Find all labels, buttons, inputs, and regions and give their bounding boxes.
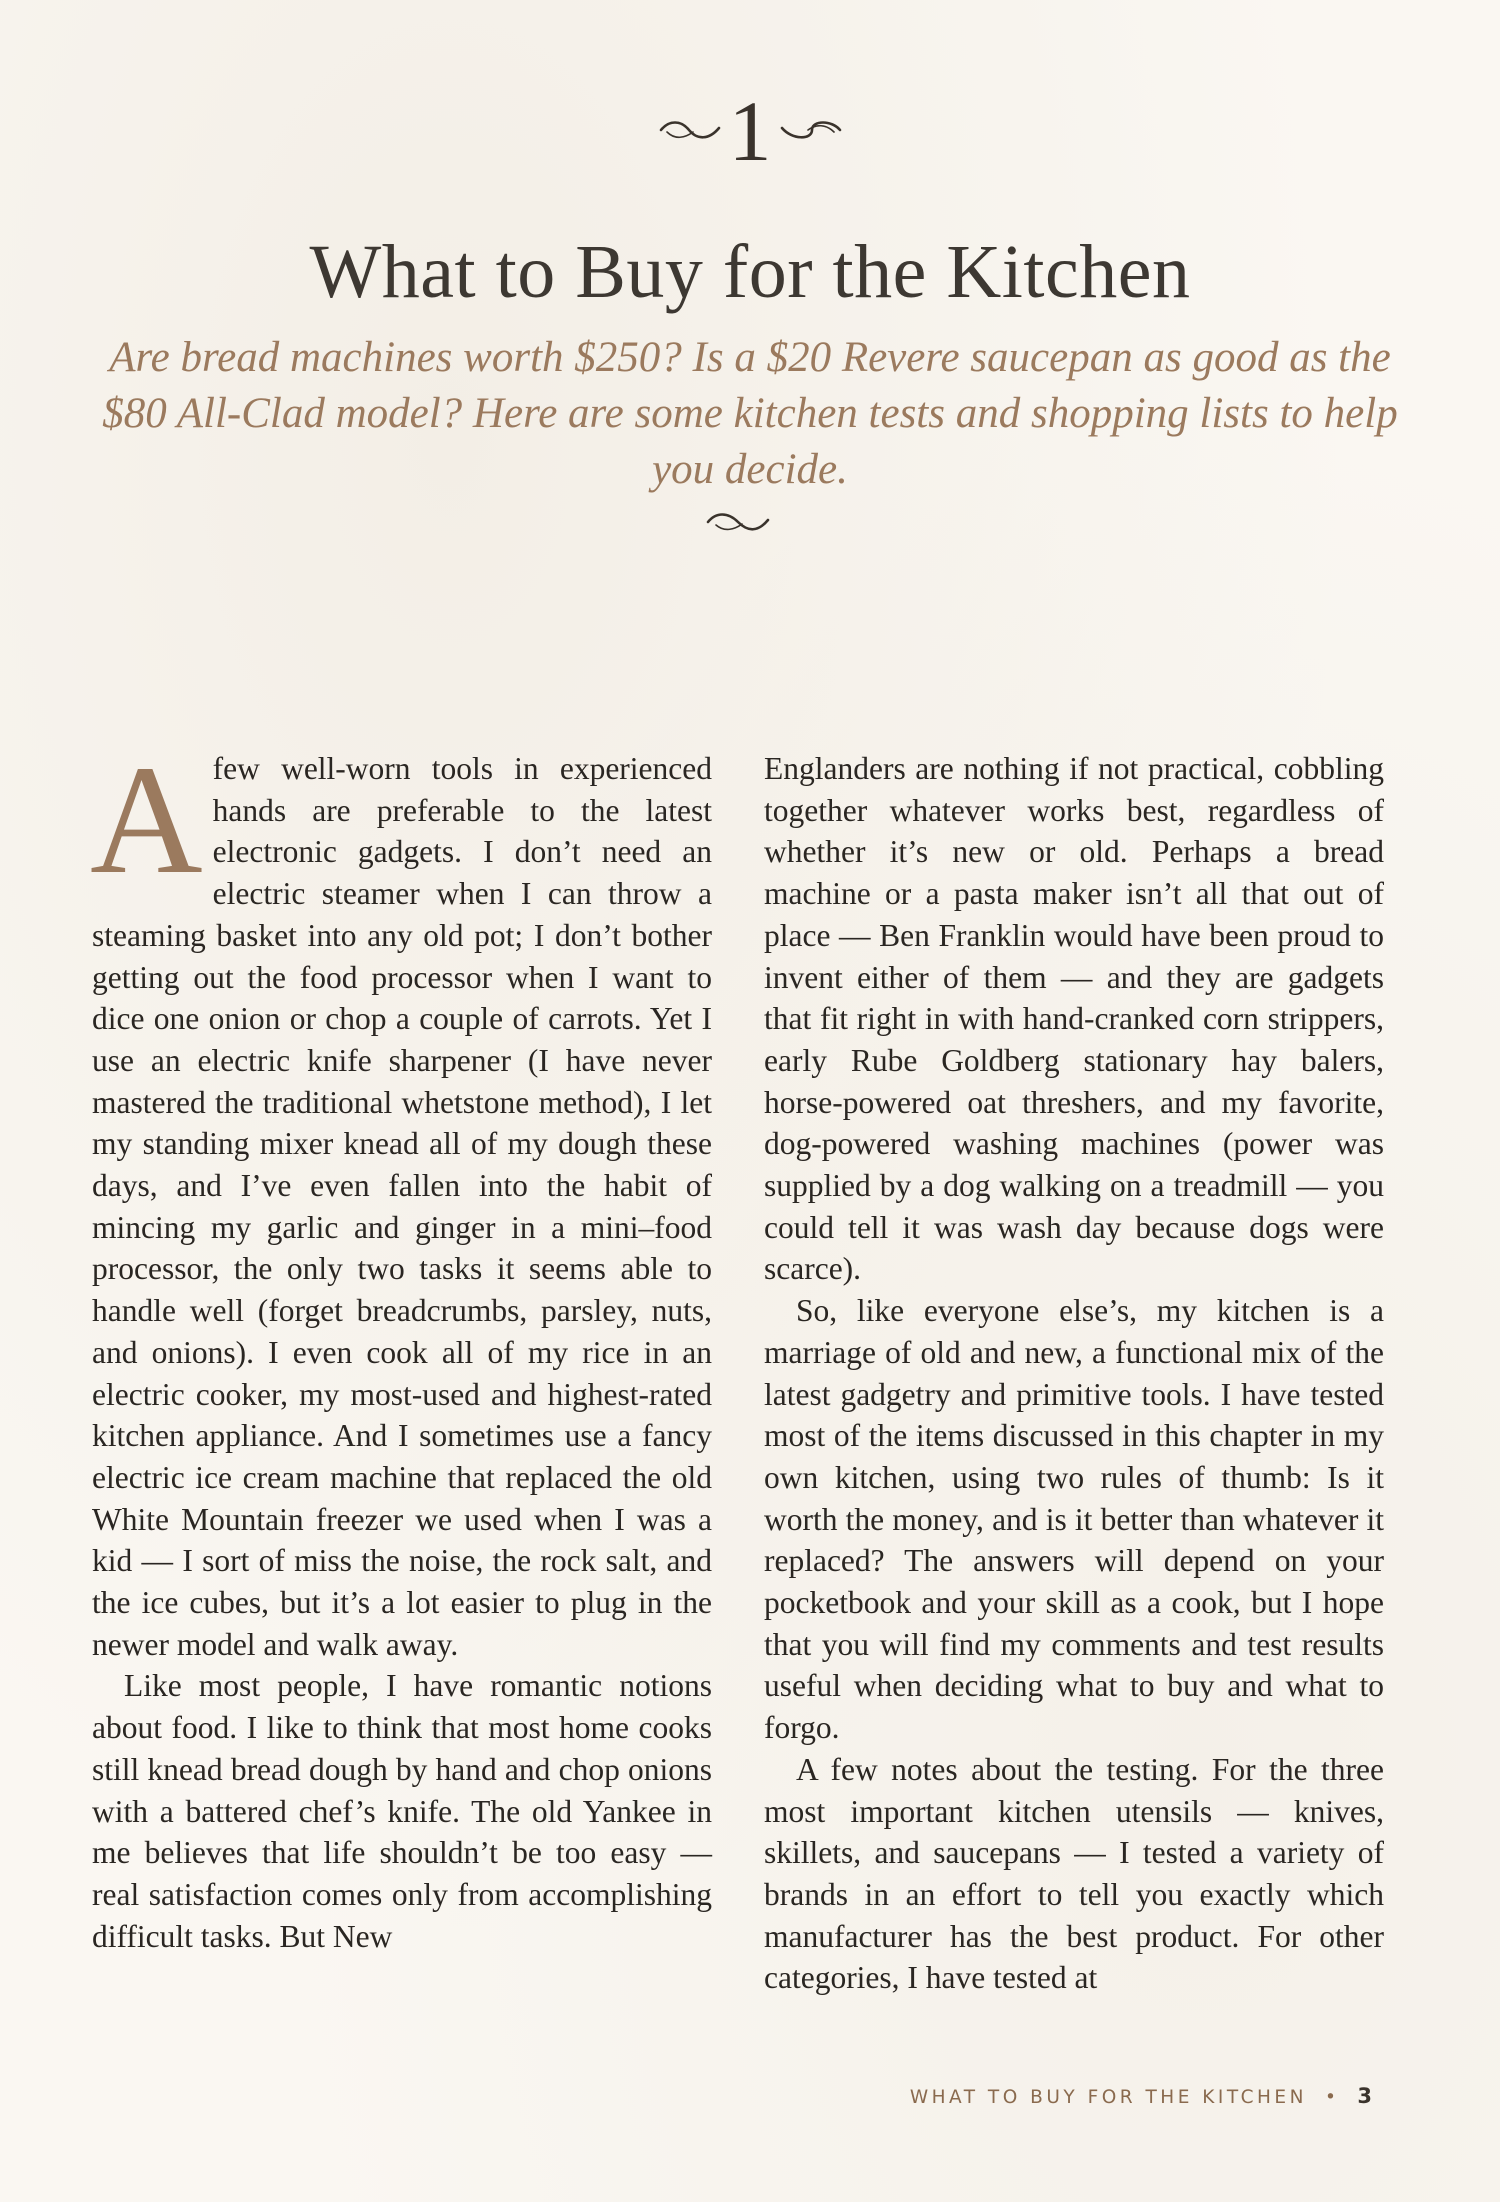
paragraph: A few notes about the testing. For the three most important kitchen utensils — knives, skillets, and saucepans — I tested a variety of brands in an effort to tell you exactly which manufacturer has the best product. For other categories, I have tested at [764, 1751, 1384, 1996]
swash-right-ornament [780, 118, 842, 144]
chapter-number-mark [0, 83, 1500, 179]
page-number: 3 [1357, 2084, 1372, 2108]
body-column-left [90, 733, 712, 1957]
body-column-right [764, 748, 1384, 1999]
paragraph: So, like everyone else’s, my kitchen is a marriage of old and new, a functional mix of the latest gadgetry and primitive tools. I have tested most of the items discussed in this chapter in my own kitchen, using two rules of thumb: Is it worth the money, and is it better than whatever it replaced? The answers will depend on your pocketbook and your skill as a cook, but I hope that you will find my comments and test results useful when deciding what to buy and what to forgo. [764, 1293, 1384, 1746]
drop-cap: A [90, 733, 203, 906]
swash-divider-ornament [706, 510, 770, 536]
swash-left-ornament [659, 118, 721, 144]
page-footer [910, 2084, 1372, 2108]
paragraph-opening [90, 733, 712, 1665]
footer-separator: • [1324, 2087, 1340, 2108]
paragraph-continued: Englanders are nothing if not practical, cobbling together whatever works best, regardless of whether it’s new or old. Perhaps a bread machine or a pasta maker isn’t all that out of place — Ben Franklin would have been proud to invent either of them — and they are gadgets that fit right in with hand-cranked corn strippers, early Rube Goldberg stationary hay balers, horse-powered oat threshers, and my favorite, dog-powered washing machines (power was supplied by a dog walking on a treadmill — you could tell it was wash day because dogs were scarce). [764, 751, 1384, 1287]
paragraph-opening-text: few well-worn tools in experienced hands are preferable to the latest electronic gadgets. I don’t need an electric steamer when I can throw a steaming basket into any old pot; I don’t bother getting out the food processor when I want to dice one onion or chop a couple of carrots. Yet I use an electric knife sharpener (I have never mastered the traditional whetstone method), I let my standing mixer knead all of my dough these days, and I’ve even fallen into the habit of mincing my garlic and ginger in a mini–food processor, the only two tasks it seems able to handle well (forget breadcrumbs, parsley, nuts, and onions). I even cook all of my rice in an electric cooker, my most-used and highest-rated kitchen appliance. And I sometimes use a fancy electric ice cream machine that replaced the old White Mountain freezer we used when I was a kid — I sort of miss the noise, the rock salt, and the ice cubes, but it’s a lot easier to plug in the newer model and walk away. [92, 751, 712, 1662]
chapter-title: What to Buy for the Kitchen [309, 230, 1191, 314]
chapter-number: 1 [728, 83, 772, 179]
running-head: WHAT TO BUY FOR THE KITCHEN [909, 2087, 1307, 2108]
paragraph: Like most people, I have romantic notions about food. I like to think that most home cooks still knead bread dough by hand and chop onions with a battered chef’s knife. The old Yankee in me believes that life shouldn’t be too easy — real satisfaction comes only from accomplishing difficult tasks. But New [92, 1668, 712, 1954]
chapter-dek: Are bread machines worth $250? Is a $20 Revere saucepan as good as the $80 All-Clad model? Here are some kitchen tests and shopping lists to help you decide. [102, 334, 1398, 493]
